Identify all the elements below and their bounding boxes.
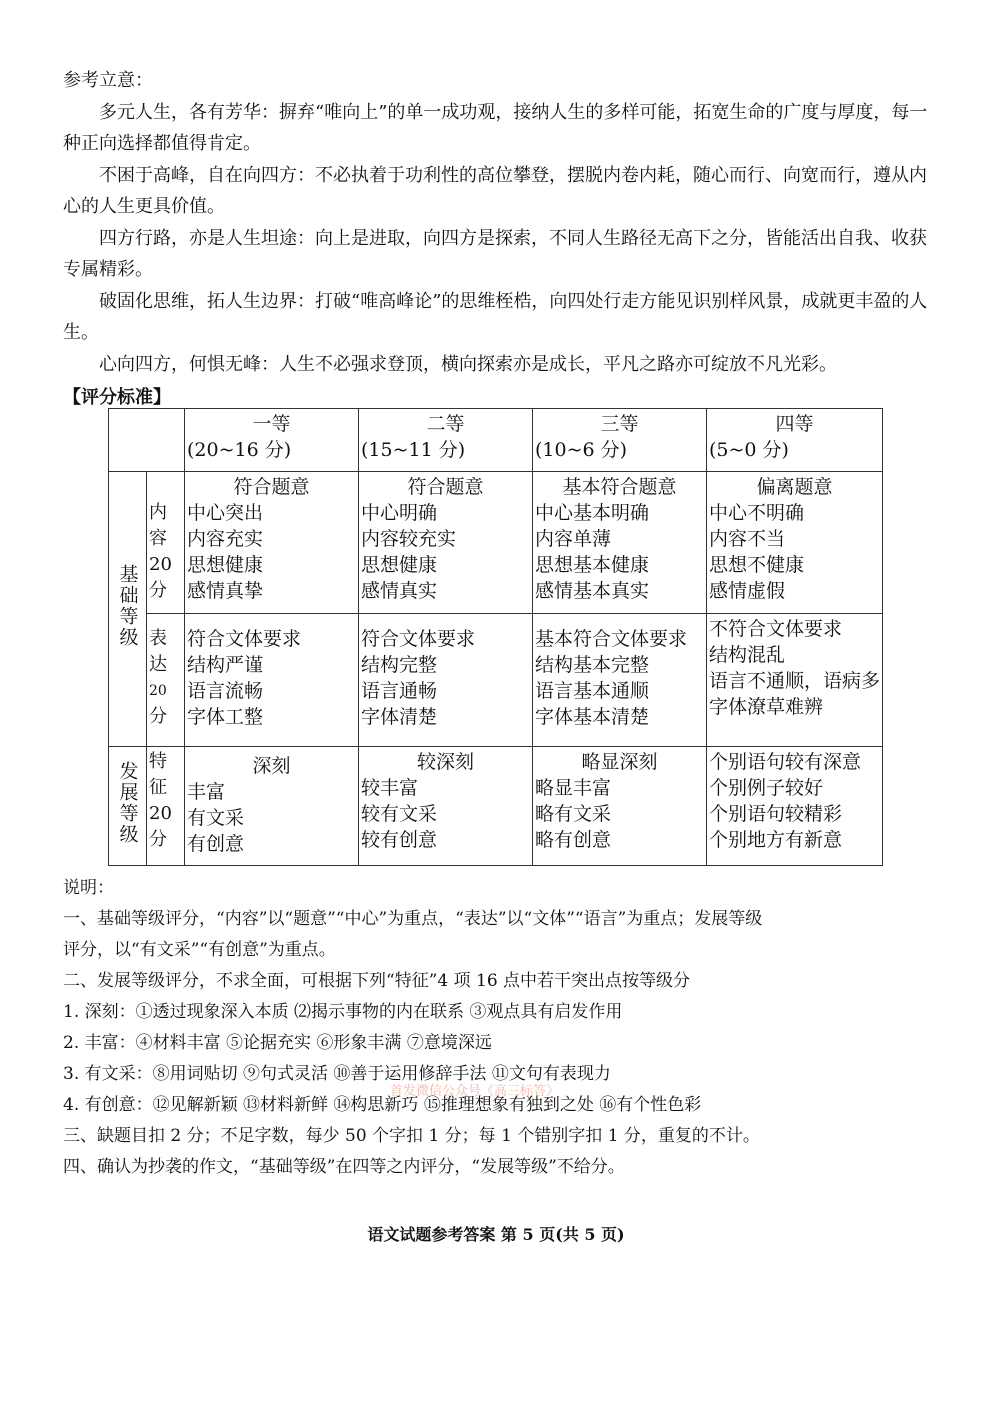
- rubric-header-row: [109, 409, 883, 472]
- expression-grade-4: 不符合文体要求 结构混乱 语言不通顺，语病多 字体潦草难辨: [707, 614, 883, 747]
- page-footer: 语文试题参考答案 第 5 页(共 5 页): [367, 1225, 625, 1244]
- notes-line: 四、确认为抄袭的作文，“基础等级”在四等之内评分，“发展等级”不给分。: [63, 1157, 625, 1177]
- header-grade-4: 四等 (5~0 分): [707, 409, 883, 472]
- notes-heading: 说明：: [63, 878, 114, 898]
- notes-line: 一、基础等级评分，“内容”以“题意”“中心”为重点，“表达”以“文体”“语言”为重点；发展等级: [63, 909, 763, 929]
- feature-grade-2: 较深刻 较丰富 较有文采 较有创意: [359, 747, 533, 866]
- content-grade-2: 符合题意 中心明确 内容较充实 思想健康 感情真实: [359, 472, 533, 614]
- dev-level-label: 发展等级: [109, 747, 147, 866]
- rubric-table: [108, 408, 883, 866]
- content-grade-1: 符合题意 中心突出 内容充实 思想健康 感情真挚: [185, 472, 359, 614]
- notes-line: 2. 丰富：④材料丰富 ⑤论据充实 ⑥形象丰满 ⑦意境深远: [63, 1033, 492, 1053]
- content-grade-4: 偏离题意 中心不明确 内容不当 思想不健康 感情虚假: [707, 472, 883, 614]
- feature-grade-1: 深刻 丰富 有文采 有创意: [185, 747, 359, 866]
- rubric-expression-row: [109, 614, 883, 747]
- content-label: 内容 20 分: [147, 472, 185, 614]
- header-grade-1: 一等 (20~16 分): [185, 409, 359, 472]
- expression-grade-3: 基本符合文体要求 结构基本完整 语言基本通顺 字体基本清楚: [533, 614, 707, 747]
- rubric-title: 【评分标准】: [63, 387, 171, 408]
- intro-paragraph-1: 多元人生，各有芳华：摒弃“唯向上”的单一成功观，接纳人生的多样可能，拓宽生命的广度与厚度，每一种正向选择都值得肯定。: [63, 102, 928, 154]
- rubric-content-row: [109, 472, 883, 614]
- header-grade-2: 二等 (15~11 分): [359, 409, 533, 472]
- intro-heading: 参考立意：: [63, 70, 153, 91]
- rubric-feature-row: [109, 747, 883, 866]
- expression-label: 表 达 20 分: [147, 614, 185, 747]
- feature-label: 特 征 20 分: [147, 747, 185, 866]
- expression-grade-1: 符合文体要求 结构严谨 语言流畅 字体工整: [185, 614, 359, 747]
- notes-line: 三、缺题目扣 2 分；不足字数，每少 50 个字扣 1 分；每 1 个错别字扣 1 分，重复的不计。: [63, 1126, 760, 1146]
- notes-line: 评分，以“有文采”“有创意”为重点。: [63, 940, 336, 960]
- feature-grade-4: 个别语句较有深意 个别例子较好 个别语句较精彩 个别地方有新意: [707, 747, 883, 866]
- intro-paragraph-2: 不困于高峰，自在向四方：不必执着于功利性的高位攀登，摆脱内卷内耗，随心而行、向宽而行，遵从内心的人生更具价值。: [63, 165, 927, 217]
- content-grade-3: 基本符合题意 中心基本明确 内容单薄 思想基本健康 感情基本真实: [533, 472, 707, 614]
- notes-line: 1. 深刻：①透过现象深入本质 ⑵揭示事物的内在联系 ③观点具有启发作用: [63, 1002, 623, 1022]
- feature-grade-3: 略显深刻 略显丰富 略有文采 略有创意: [533, 747, 707, 866]
- notes-line: 3. 有文采：⑧用词贴切 ⑨句式灵活 ⑩善于运用修辞手法 ⑪文句有表现力: [63, 1064, 611, 1084]
- notes-line: 二、发展等级评分，不求全面，可根据下列“特征”4 项 16 点中若干突出点按等级分: [63, 971, 691, 991]
- intro-paragraph-4: 破固化思维，拓人生边界：打破“唯高峰论”的思维桎梏，向四处行走方能见识别样风景，成就更丰盈的人生。: [63, 291, 928, 343]
- notes-section: [63, 873, 943, 1183]
- basic-level-label: 基础等级: [109, 472, 147, 747]
- intro-paragraph-5: 心向四方，何惧无峰：人生不必强求登顶，横向探索亦是成长，平凡之路亦可绽放不凡光彩。: [99, 354, 837, 375]
- intro-paragraph-3: 四方行路，亦是人生坦途：向上是进取，向四方是探索，不同人生路径无高下之分，皆能活出自我、收获专属精彩。: [63, 228, 927, 280]
- header-grade-3: 三等 (10~6 分): [533, 409, 707, 472]
- expression-grade-2: 符合文体要求 结构完整 语言通畅 字体清楚: [359, 614, 533, 747]
- notes-line: 4. 有创意：⑫见解新颖 ⑬材料新鲜 ⑭构思新巧 ⑮推理想象有独到之处 ⑯有个性色彩: [63, 1095, 702, 1115]
- rubric-corner-cell: [109, 409, 185, 472]
- watermark-text: 首发微信公众号《高三标答》: [390, 1084, 560, 1099]
